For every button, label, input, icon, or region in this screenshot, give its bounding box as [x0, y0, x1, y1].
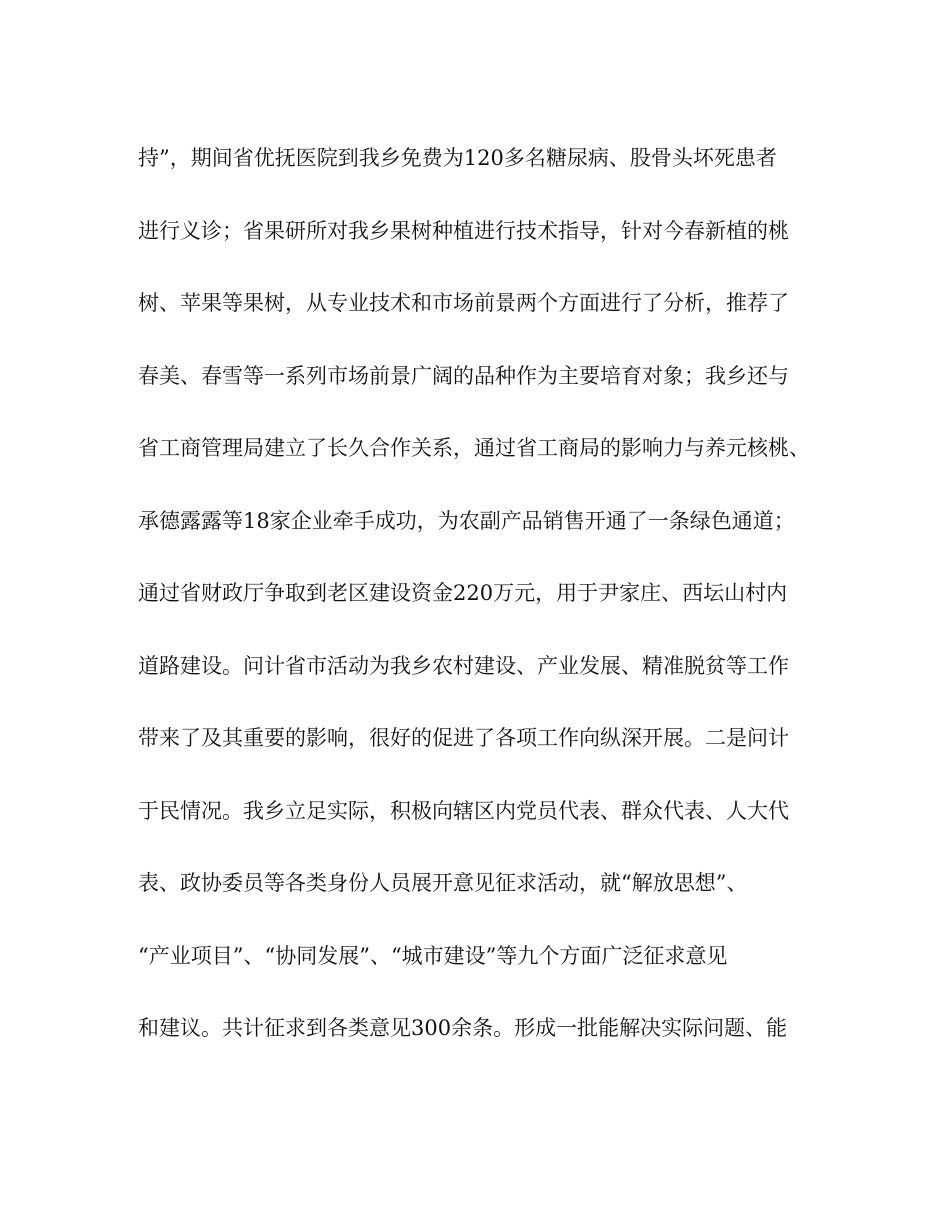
text-line: 持”，期间省优抚医院到我乡免费为120多名糖尿病、股骨头坏死患者	[138, 146, 777, 170]
text-line: 进行义诊；省果研所对我乡果树种植进行技术指导，针对今春新植的桃	[138, 218, 789, 243]
text-line: 通过省财政厅争取到老区建设资金220万元，用于尹家庄、西坛山村内	[138, 581, 788, 605]
text-line: 和建议。共计征求到各类意见300余条。形成一批能解决实际问题、能	[138, 1016, 788, 1040]
text-line: 树、苹果等果树，从专业技术和市场前景两个方面进行了分析，推荐了	[138, 291, 789, 315]
text-line: 省工商管理局建立了长久合作关系，通过省工商局的影响力与养元核桃、	[138, 436, 810, 460]
text-line: 表、政协委员等各类身份人员展开意见征求活动，就“解放思想”、	[138, 871, 748, 895]
text-line: 春美、春雪等一系列市场前景广阔的品种作为主要培育对象；我乡还与	[138, 363, 789, 388]
text-line: 道路建设。问计省市活动为我乡农村建设、产业发展、精准脱贫等工作	[138, 653, 789, 678]
text-line: 带来了及其重要的影响，很好的促进了各项工作向纵深开展。二是问计	[138, 726, 789, 750]
text-line: 承德露露等18家企业牵手成功，为农副产品销售开通了一条绿色通道；	[138, 508, 795, 533]
body-text	[138, 138, 818, 1081]
text-line: 于民情况。我乡立足实际，积极向辖区内党员代表、群众代表、人大代	[138, 798, 789, 823]
text-line: “产业项目”、“协同发展”、“城市建设”等九个方面广泛征求意见	[138, 943, 728, 968]
